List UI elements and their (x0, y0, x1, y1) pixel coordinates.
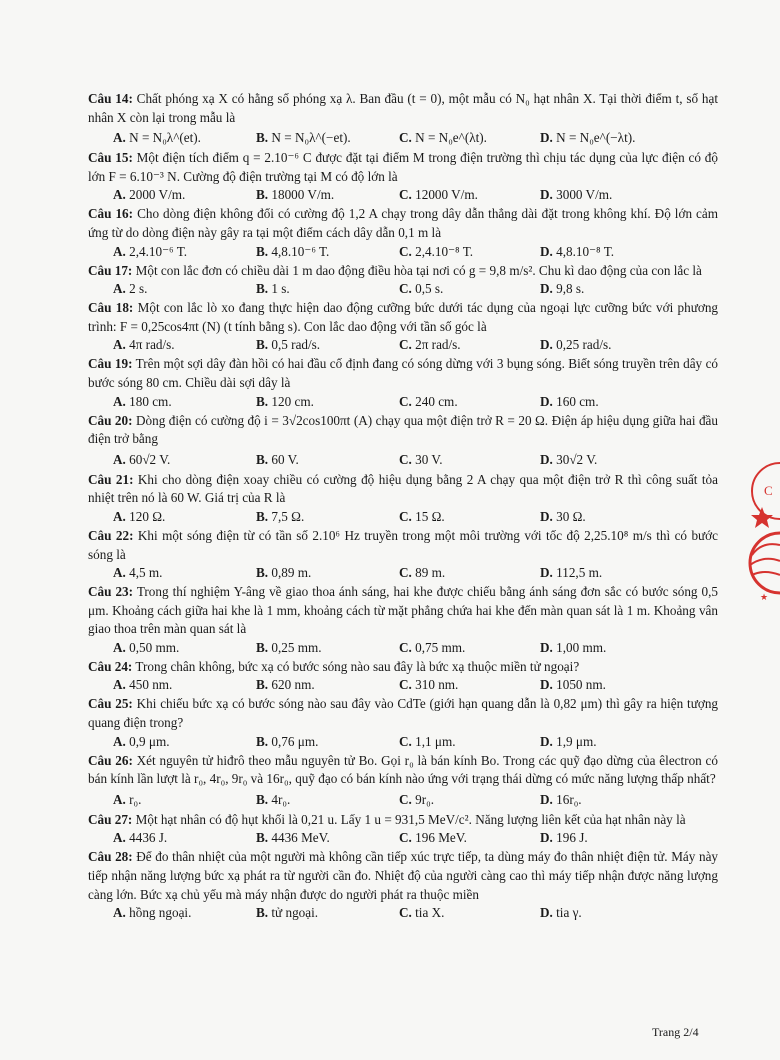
question-q17 (88, 262, 718, 300)
option-value: 4,8.10⁻⁸ T. (556, 243, 615, 259)
answer-option (113, 336, 175, 355)
option-key: D. (540, 905, 553, 921)
answer-option (399, 904, 444, 923)
option-value: 4r₀. (271, 791, 291, 807)
answer-option (540, 676, 606, 695)
answer-option (256, 904, 318, 923)
option-key: C. (399, 451, 412, 467)
option-value: 180 cm. (129, 393, 172, 409)
option-key: C. (399, 565, 412, 581)
question-text: Một điện tích điểm q = 2.10⁻⁶ C được đặt tại điểm M trong điện trường thì chịu tác dụng của lực điện có độ lớn F = 6.10⁻³ N. Cường độ điện trường tại M có độ lớn là (88, 150, 718, 184)
option-key: D. (540, 243, 553, 259)
question-number: Câu 27: (88, 811, 133, 827)
option-value: 18000 V/m. (271, 187, 335, 203)
option-key: C. (399, 905, 412, 921)
option-value: 1,9 μm. (556, 733, 597, 749)
svg-text:★: ★ (760, 592, 769, 602)
option-key: B. (256, 565, 269, 581)
option-value: 240 cm. (415, 393, 458, 409)
question-q25 (88, 695, 718, 751)
option-key: C. (399, 281, 412, 297)
option-value: 120 cm. (271, 393, 314, 409)
option-value: tia γ. (556, 905, 582, 921)
answer-option (256, 639, 322, 658)
answer-option (256, 127, 351, 149)
answer-option (113, 449, 170, 471)
option-key: A. (113, 733, 126, 749)
stamp-letter: C (764, 483, 773, 498)
answer-options (88, 789, 718, 811)
option-key: B. (256, 905, 269, 921)
answer-option (399, 508, 445, 527)
question-stem (88, 658, 718, 677)
option-value: tia X. (415, 905, 445, 921)
question-stem (88, 583, 718, 639)
option-value: 0,50 mm. (129, 639, 180, 655)
question-number: Câu 25: (88, 696, 133, 712)
option-key: B. (256, 337, 269, 353)
option-value: 620 nm. (271, 677, 315, 693)
option-value: 0,9 μm. (129, 733, 170, 749)
option-key: D. (540, 130, 553, 146)
answer-option (540, 393, 599, 412)
question-stem (88, 149, 718, 186)
question-stem (88, 412, 718, 449)
question-stem (88, 205, 718, 242)
option-value: 4436 MeV. (271, 830, 330, 846)
star-icon (751, 507, 773, 528)
answer-option (540, 508, 586, 527)
answer-option (256, 186, 334, 205)
option-key: A. (113, 830, 126, 846)
question-text: Một hạt nhân có độ hụt khối là 0,21 u. Lấy 1 u = 931,5 MeV/c². Năng lượng liên kết của hạt nhân này là (135, 811, 686, 827)
option-key: B. (256, 830, 269, 846)
answer-option (399, 676, 458, 695)
question-stem (88, 262, 718, 281)
answer-options (88, 186, 718, 205)
answer-option (399, 789, 434, 811)
question-q26 (88, 752, 718, 811)
answer-options (88, 829, 718, 848)
answer-options (88, 733, 718, 752)
option-value: 0,25 rad/s. (556, 337, 612, 353)
option-value: 196 MeV. (415, 830, 467, 846)
option-key: A. (113, 677, 126, 693)
option-key: A. (113, 187, 126, 203)
option-key: D. (540, 187, 553, 203)
answer-option (113, 904, 191, 923)
question-stem (88, 752, 718, 789)
option-key: C. (399, 733, 412, 749)
question-q22 (88, 527, 718, 583)
answer-option (256, 789, 290, 811)
option-value: 3000 V/m. (556, 187, 613, 203)
option-key: A. (113, 243, 126, 259)
option-key: C. (399, 130, 412, 146)
option-key: D. (540, 508, 553, 524)
option-key: C. (399, 393, 412, 409)
option-value: 0,25 mm. (271, 639, 322, 655)
option-key: D. (540, 639, 553, 655)
question-q14 (88, 90, 718, 149)
question-text: Để đo thân nhiệt của một người mà không cần tiếp xúc trực tiếp, ta dùng máy đo thân nhiệt điện tử. Máy này tiếp nhận năng lượng bức xạ phát ra từ người cần đo. Nhiệt độ của người càng cao thì máy tiếp nhận được năng lượng càng lớn. Bức xạ chủ yếu mà máy nhận được do người phát ra thuộc miền (88, 849, 719, 902)
answer-option (256, 829, 330, 848)
option-key: A. (113, 565, 126, 581)
question-number: Câu 23: (88, 584, 134, 600)
option-value: 9r₀. (415, 791, 435, 807)
option-value: 1 s. (271, 281, 290, 297)
answer-option (540, 186, 612, 205)
option-value: tử ngoại. (271, 905, 319, 921)
question-q21 (88, 471, 718, 527)
option-key: B. (256, 677, 269, 693)
question-number: Câu 22: (88, 527, 134, 543)
answer-option (113, 676, 172, 695)
option-key: D. (540, 830, 553, 846)
option-key: A. (113, 281, 126, 297)
question-number: Câu 20: (88, 412, 133, 428)
question-stem (88, 471, 718, 508)
question-text: Xét nguyên tử hiđrô theo mẫu nguyên tử Bo. Gọi r₀ là bán kính Bo. Trong các quỹ đạo dừng của êlectron có bán kính lần lượt là r₀, 4r₀, 9r₀ và 16r₀, quỹ đạo có bán kính nào ứng với trạng thái dừng có mức năng lượng thấp nhất? (88, 752, 719, 787)
option-value: 9,8 s. (556, 281, 585, 297)
option-key: D. (540, 791, 553, 807)
question-number: Câu 18: (88, 300, 134, 316)
question-stem (88, 355, 718, 392)
question-number: Câu 16: (88, 206, 134, 222)
option-key: A. (113, 337, 126, 353)
question-text: Một con lắc lò xo đang thực hiện dao động cưỡng bức dưới tác dụng của ngoại lực cưỡng bức với phương trình: F = 0,25cos4πt (N) (t tính bằng s). Con lắc dao động với tần số góc là (88, 300, 719, 334)
option-value: 2,4.10⁻⁶ T. (129, 243, 188, 259)
option-key: B. (256, 791, 269, 807)
option-value: 310 nm. (415, 677, 459, 693)
answer-options (88, 280, 718, 299)
option-value: hồng ngoại. (129, 905, 192, 921)
option-key: D. (540, 677, 553, 693)
option-value: r₀. (129, 791, 142, 807)
answer-options (88, 639, 718, 658)
option-key: A. (113, 905, 126, 921)
question-number: Câu 17: (88, 262, 133, 278)
option-key: C. (399, 830, 412, 846)
option-value: 30√2 V. (556, 451, 598, 467)
answer-option (113, 564, 162, 583)
question-text: Trong thí nghiệm Y-âng về giao thoa ánh sáng, hai khe được chiếu bằng ánh sáng đơn sắc có bước sóng 0,5 μm. Khoảng cách giữa hai khe là 1 mm, khoảng cách từ mặt phẳng chứa hai khe đến màn quan sát là 1 m. Khoảng vân giao thoa trên màn quan sát là (88, 584, 719, 637)
question-q20 (88, 412, 718, 471)
option-key: C. (399, 791, 412, 807)
question-number: Câu 26: (88, 752, 133, 768)
question-list (88, 90, 718, 923)
option-key: C. (399, 508, 412, 524)
answer-option (113, 280, 147, 299)
option-value: 0,5 rad/s. (271, 337, 321, 353)
option-key: B. (256, 508, 269, 524)
option-value: 89 m. (415, 565, 446, 581)
question-number: Câu 15: (88, 150, 133, 166)
answer-option (399, 393, 458, 412)
option-key: B. (256, 733, 269, 749)
answer-option (399, 127, 487, 149)
answer-option (113, 789, 141, 811)
option-value: 4,8.10⁻⁶ T. (271, 243, 330, 259)
answer-options (88, 508, 718, 527)
option-key: D. (540, 733, 553, 749)
answer-option (256, 393, 314, 412)
answer-option (540, 449, 597, 471)
question-text: Chất phóng xạ X có hằng số phóng xạ λ. Ban đầu (t = 0), một mẫu có N₀ hạt nhân X. Tại thời điểm t, số hạt nhân X còn lại trong mẫu là (88, 91, 719, 125)
answer-option (113, 639, 179, 658)
option-value: 4436 J. (129, 830, 168, 846)
option-value: 112,5 m. (556, 565, 603, 581)
question-q27 (88, 811, 718, 849)
answer-option (399, 243, 473, 262)
answer-option (540, 564, 602, 583)
answer-option (540, 336, 611, 355)
option-key: B. (256, 130, 269, 146)
answer-option (256, 733, 318, 752)
answer-option (540, 829, 588, 848)
question-text: Trong chân không, bức xạ có bước sóng nào sau đây là bức xạ thuộc miền tử ngoại? (135, 658, 580, 674)
answer-option (540, 639, 606, 658)
option-value: 2 s. (129, 281, 148, 297)
question-text: Một con lắc đơn có chiều dài 1 m dao động điều hòa tại nơi có g = 9,8 m/s². Chu kì dao động của con lắc là (135, 262, 702, 278)
answer-option (540, 733, 597, 752)
option-value: 2000 V/m. (129, 187, 186, 203)
question-number: Câu 19: (88, 356, 133, 372)
option-value: 30 Ω. (556, 508, 586, 524)
answer-option (256, 449, 299, 471)
answer-option (256, 676, 315, 695)
option-key: C. (399, 677, 412, 693)
answer-option (256, 508, 304, 527)
answer-options (88, 336, 718, 355)
answer-option (399, 280, 443, 299)
option-value: 196 J. (556, 830, 588, 846)
option-value: N = N₀e^(λt). (415, 130, 487, 146)
answer-options (88, 393, 718, 412)
option-value: N = N₀λ^(et). (129, 130, 201, 146)
answer-option (113, 186, 185, 205)
answer-option (113, 733, 170, 752)
answer-option (540, 280, 584, 299)
answer-option (256, 564, 311, 583)
option-value: 12000 V/m. (415, 187, 478, 203)
answer-option (399, 449, 443, 471)
option-value: 30 V. (415, 451, 443, 467)
answer-options (88, 449, 718, 471)
option-value: N = N₀λ^(−et). (271, 130, 351, 146)
question-text: Dòng điện có cường độ i = 3√2cos100πt (A) chạy qua một điện trở R = 20 Ω. Điện áp hiệu dụng giữa hai đầu điện trở bằng (88, 412, 719, 447)
option-key: C. (399, 639, 412, 655)
question-q19 (88, 355, 718, 411)
option-key: B. (256, 187, 269, 203)
option-value: 1050 nm. (556, 677, 606, 693)
question-number: Câu 21: (88, 471, 134, 487)
answer-option (540, 904, 582, 923)
answer-option (540, 789, 582, 811)
answer-option (113, 243, 187, 262)
option-value: 4π rad/s. (129, 337, 175, 353)
option-value: 2π rad/s. (415, 337, 461, 353)
answer-options (88, 676, 718, 695)
question-text: Khi một sóng điện từ có tần số 2.10⁶ Hz truyền trong một môi trường với tốc độ 2,25.10⁸ m/s thì có bước sóng là (88, 527, 719, 562)
option-value: 60 V. (271, 451, 299, 467)
option-key: B. (256, 451, 269, 467)
answer-option (399, 564, 445, 583)
question-stem (88, 811, 718, 830)
option-key: A. (113, 130, 126, 146)
option-value: 0,75 mm. (415, 639, 466, 655)
answer-option (113, 508, 165, 527)
option-value: 16r₀. (556, 791, 582, 807)
answer-option (399, 829, 467, 848)
option-key: A. (113, 639, 126, 655)
answer-options (88, 127, 718, 149)
question-text: Khi chiếu bức xạ có bước sóng nào sau đây vào CdTe (giới hạn quang dẫn là 0,82 μm) thì gây ra hiện tượng quang điện trong? (88, 696, 719, 731)
answer-option (256, 336, 320, 355)
answer-option (399, 186, 478, 205)
option-key: D. (540, 393, 553, 409)
answer-option (256, 243, 329, 262)
question-text: Trên một sợi dây đàn hồi có hai đầu cố định đang có sóng dừng với 3 bụng sóng. Biết sóng truyền trên dây có bước sóng 80 cm. Chiều dài sợi dây là (88, 356, 719, 390)
option-value: 60√2 V. (129, 451, 171, 467)
option-key: A. (113, 508, 126, 524)
question-q24 (88, 658, 718, 696)
question-text: Khi cho dòng điện xoay chiều có cường độ hiệu dụng bằng 2 A chạy qua một điện trở R thì công suất tỏa nhiệt trên nó là 60 W. Giá trị của R là (88, 471, 719, 506)
option-key: C. (399, 187, 412, 203)
option-key: D. (540, 451, 553, 467)
answer-option (113, 829, 167, 848)
question-number: Câu 24: (88, 658, 133, 674)
question-stem (88, 848, 718, 904)
answer-option (113, 393, 172, 412)
page-number: Trang 2/4 (652, 1025, 699, 1039)
answer-option (399, 733, 456, 752)
answer-option (256, 280, 290, 299)
question-q18 (88, 299, 718, 355)
option-key: D. (540, 565, 553, 581)
red-seal-stamp (740, 455, 780, 605)
answer-options (88, 904, 718, 923)
option-value: 7,5 Ω. (271, 508, 305, 524)
option-key: D. (540, 337, 553, 353)
answer-option (399, 639, 465, 658)
question-q15 (88, 149, 718, 205)
option-key: A. (113, 393, 126, 409)
question-stem (88, 695, 718, 732)
answer-option (399, 336, 461, 355)
option-value: 1,00 mm. (556, 639, 607, 655)
option-key: D. (540, 281, 553, 297)
option-value: 4,5 m. (129, 565, 163, 581)
option-key: B. (256, 393, 269, 409)
option-key: A. (113, 791, 126, 807)
option-value: 15 Ω. (415, 508, 445, 524)
question-stem (88, 527, 718, 564)
answer-option (113, 127, 201, 149)
question-number: Câu 28: (88, 849, 133, 865)
question-stem (88, 299, 718, 336)
answer-options (88, 243, 718, 262)
answer-option (540, 243, 614, 262)
option-key: B. (256, 639, 269, 655)
question-number: Câu 14: (88, 91, 133, 106)
option-value: 0,76 μm. (271, 733, 319, 749)
option-value: 160 cm. (556, 393, 599, 409)
option-value: 450 nm. (129, 677, 173, 693)
option-value: N = N₀e^(−λt). (556, 130, 636, 146)
question-q28 (88, 848, 718, 923)
question-text: Cho dòng điện không đổi có cường độ 1,2 A chạy trong dây dẫn thẳng dài đặt trong không khí. Độ lớn cảm ứng từ do dòng điện này gây ra tại một điểm cách dây dẫn 0,1 m là (88, 206, 719, 240)
answer-options (88, 564, 718, 583)
option-value: 120 Ω. (129, 508, 166, 524)
option-key: A. (113, 451, 126, 467)
option-value: 1,1 μm. (415, 733, 456, 749)
option-key: C. (399, 243, 412, 259)
option-value: 2,4.10⁻⁸ T. (415, 243, 474, 259)
option-key: B. (256, 281, 269, 297)
question-stem (88, 90, 718, 127)
option-key: B. (256, 243, 269, 259)
option-value: 0,5 s. (415, 281, 444, 297)
option-key: C. (399, 337, 412, 353)
option-value: 0,89 m. (271, 565, 312, 581)
question-q16 (88, 205, 718, 261)
answer-option (540, 127, 635, 149)
question-q23 (88, 583, 718, 658)
